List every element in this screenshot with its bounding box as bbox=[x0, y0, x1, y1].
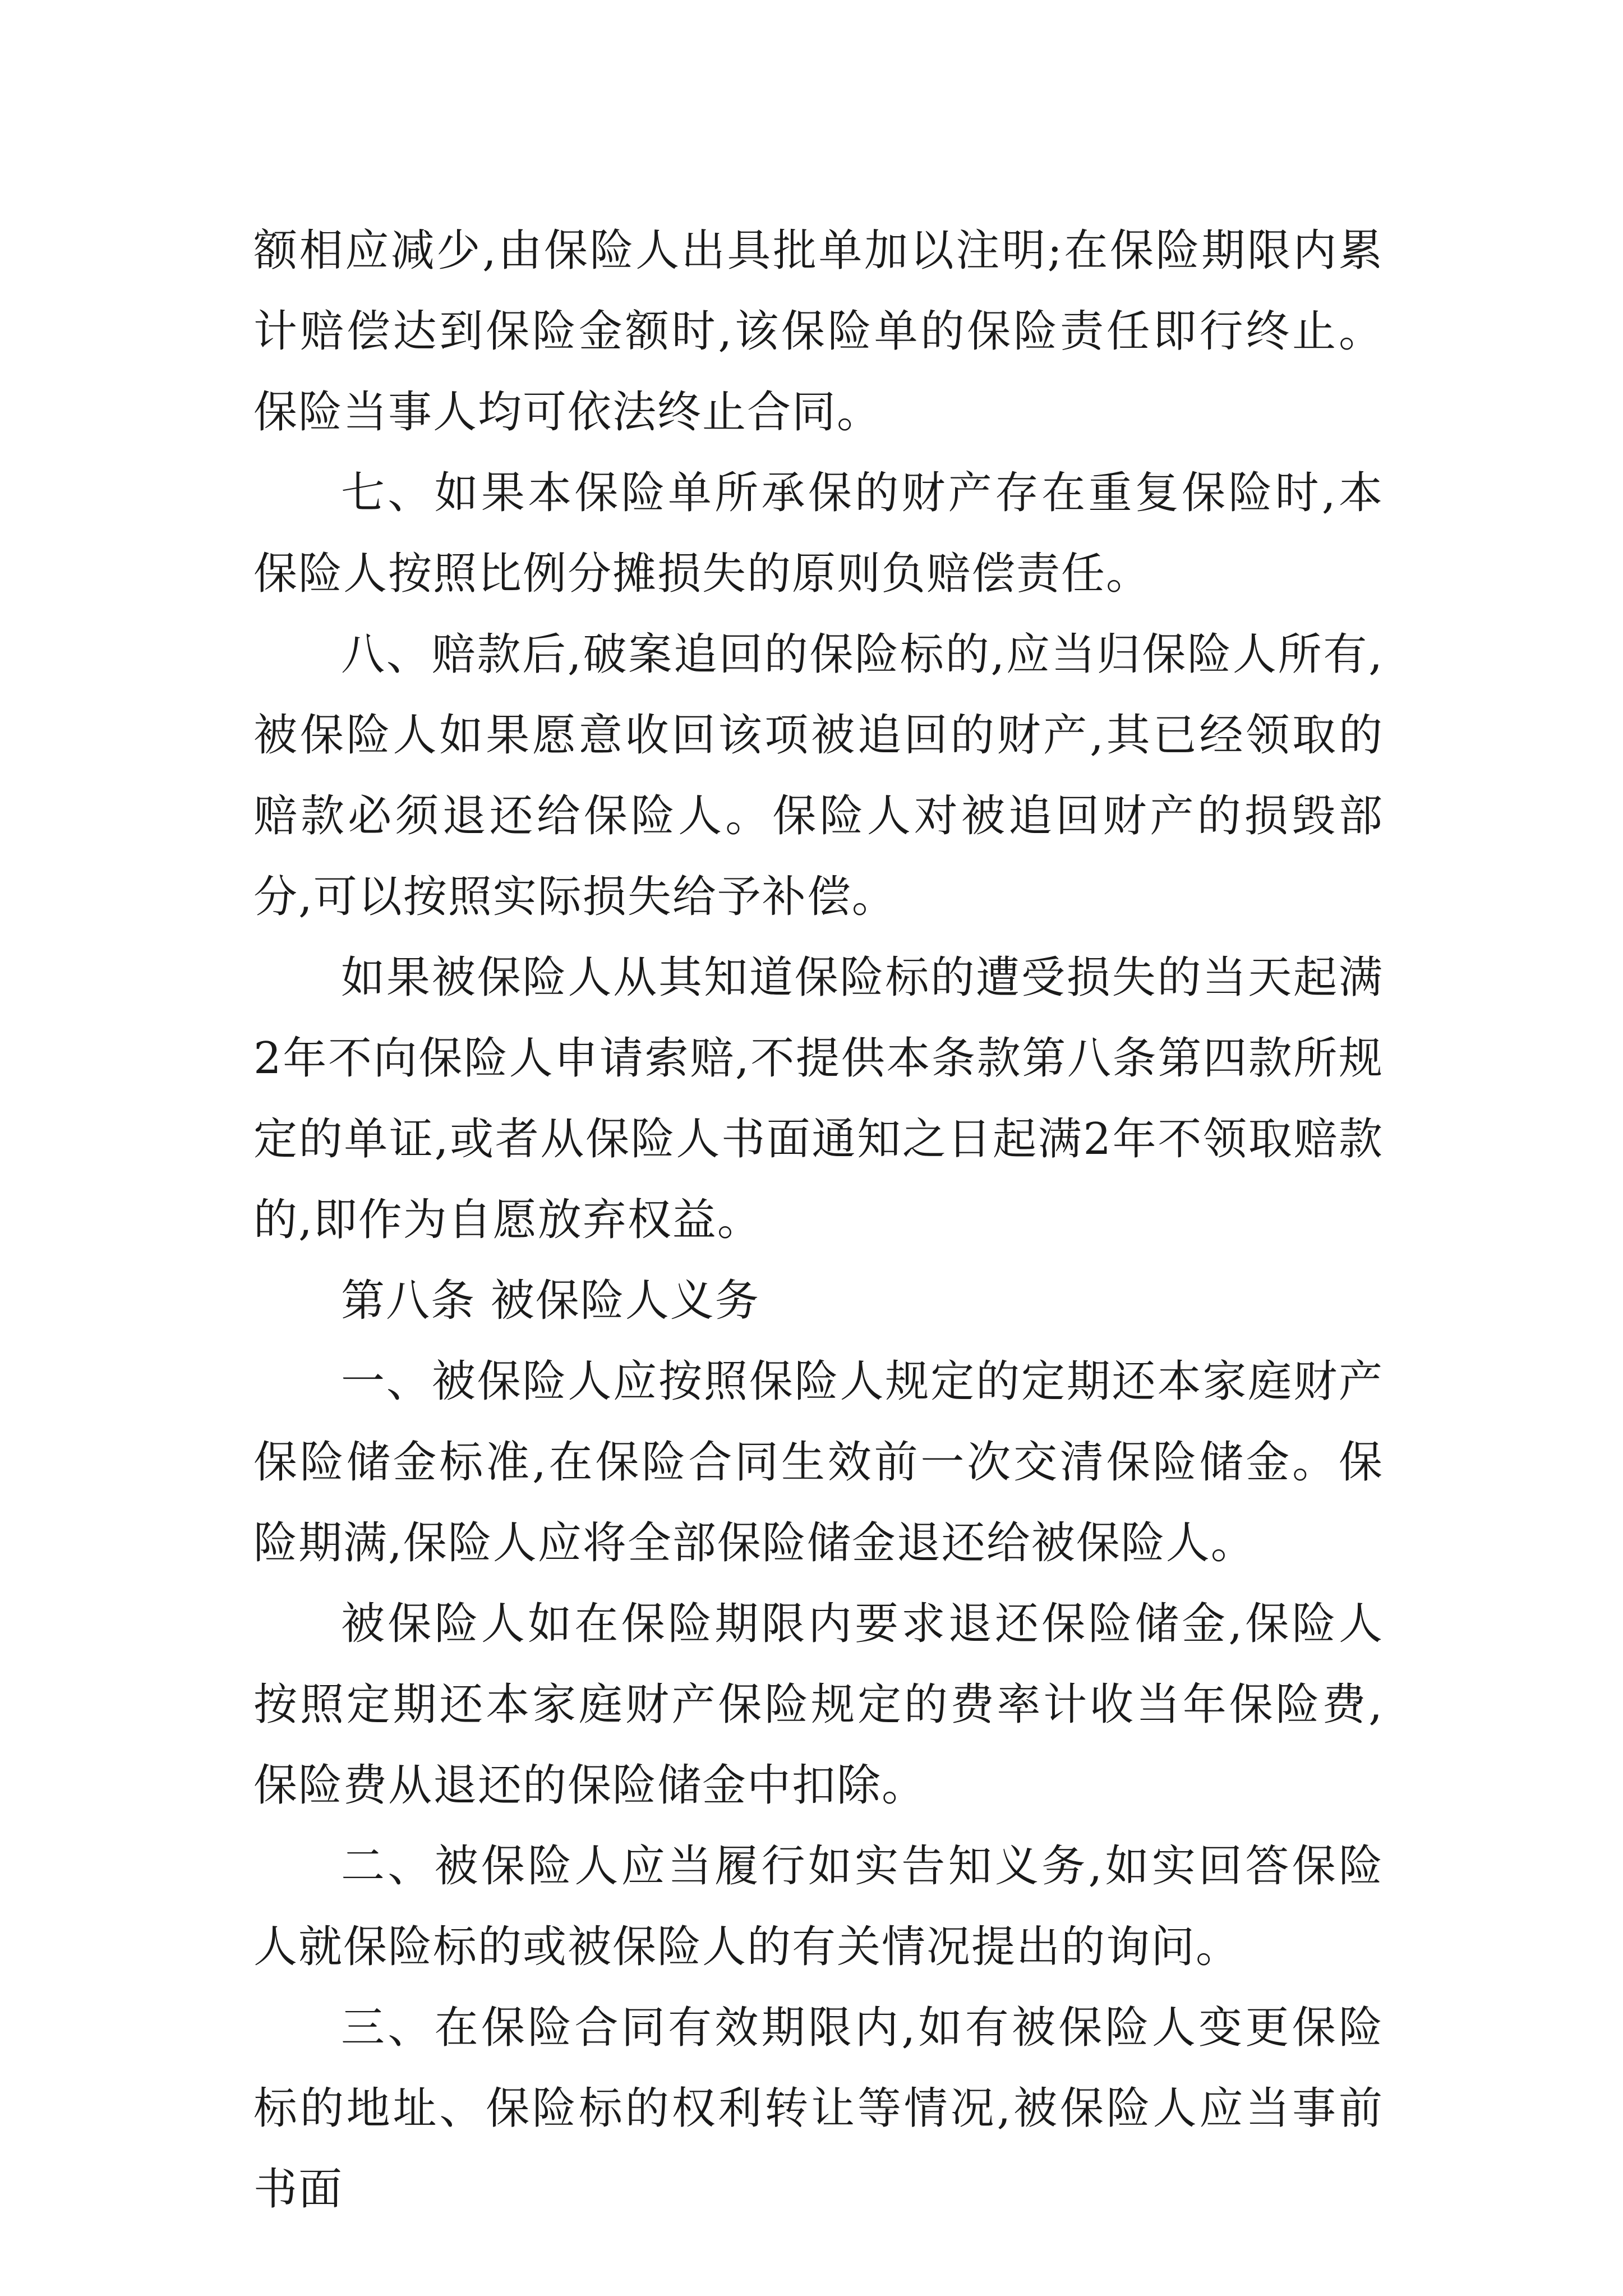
paragraph-clause-8: 八、赔款后,破案追回的保险标的,应当归保险人所有,被保险人如果愿意收回该项被追回的财产,其已经领取的赔款必须退还给保险人。保险人对被追回财产的损毁部分,可以按照实际损失给予补偿。 bbox=[253, 629, 1384, 922]
article-heading: 第八条 被保险人义务 bbox=[341, 1276, 760, 1326]
paragraph-duty-1: 一、被保险人应按照保险人规定的定期还本家庭财产保险储金标准,在保险合同生效前一次交清保险储金。保险期满,保险人应将全部保险储金退还给被保险人。 bbox=[253, 1356, 1384, 1568]
paragraph-claim-waiver: 如果被保险人从其知道保险标的遭受损失的当天起满2年不向保险人申请索赔,不提供本条款第八条第四款所规定的单证,或者从保险人书面通知之日起满2年不领取赔款的,即作为自愿放弃权益。 bbox=[253, 953, 1384, 1245]
paragraph-duty-3: 三、在保险合同有效期限内,如有被保险人变更保险标的地址、保险标的权利转让等情况,被保险人应当事前书面 bbox=[253, 2003, 1384, 2215]
body-text bbox=[253, 210, 1384, 2230]
paragraph-duty-2: 二、被保险人应当履行如实告知义务,如实回答保险人就保险标的或被保险人的有关情况提出的询问。 bbox=[253, 1841, 1384, 1972]
paragraph-clause-7: 七、如果本保险单所承保的财产存在重复保险时,本保险人按照比例分摊损失的原则负赔偿责任。 bbox=[253, 468, 1384, 599]
paragraph-deposit-refund: 被保险人如在保险期限内要求退还保险储金,保险人按照定期还本家庭财产保险规定的费率计收当年保险费,保险费从退还的保险储金中扣除。 bbox=[253, 1599, 1384, 1811]
paragraph-continuation: 额相应减少,由保险人出具批单加以注明;在保险期限内累计赔偿达到保险金额时,该保险单的保险责任即行终止。保险当事人均可依法终止合同。 bbox=[253, 226, 1384, 438]
